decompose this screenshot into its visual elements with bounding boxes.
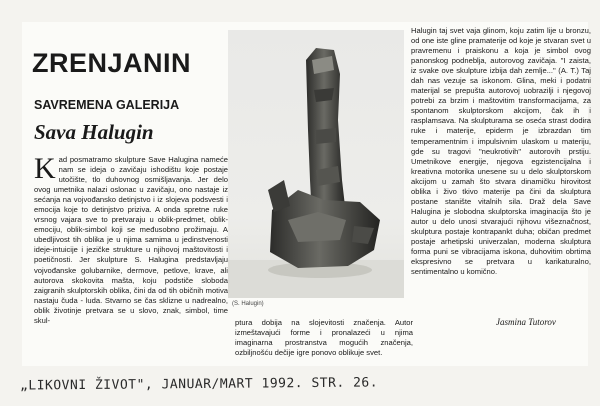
handwritten-source-note: „LIKOVNI ŽIVOT", JANUAR/MART 1992. STR. 26. [19,375,379,394]
article-column-2: ptura dobija na slojevitosti značenja. Autor izmeštavajući forme i pronalazeći u njima imaginarna prostranstva mogućih značenja, ozbiljnošću dečije igre ponovo oblikuje svet. [235,318,413,358]
city-heading: ZRENJANIN [32,48,192,78]
artist-name: Sava Halugin [34,120,154,144]
photo-caption: (S. Halugin) [232,301,264,307]
column-1-text: ad posmatramo skulpture Save Halugina nameće nam se ideja o zavičaju ishodištu koje postaje utočište, tlo duhovnog osmišljavanja. Jer delo ovog umetnika nalazi oslonac u zavičaju, ono nastaje iz sećanja na vojvođansko detinjstvo i iz slojeva podsvesti i emocija koje to detinjstvo priziva. A onda spretne ruke vrsnog vajara sve to pretvaraju u oblik-predmet, oblik-emociju, oblik-simbol koji se međusobno prožimaju. A ubedljivost tih oblika je u njima samima u jedinstvenosti ideje-intuicije i jezičke strukture u njihovoj maštovitosti i poetičnosti. Jer skulpture S. Halugina predstavljaju vojvođanske golubarnike, dermove, petlove, krave, ali autorova skokovita mašta, koju podstiče sloboda zaigranih skulptorskih oblika, čini da od tih običnih motiva nastaju čuda - luda. Stvarno se čas sklizne u nadrealno, oblik životinje pretvara se u slovo, znak, simbol, time skul- [34,155,228,325]
drop-cap: K [34,152,56,185]
article-column-3: Halugin taj svet vaja glinom, koju zatim lije u bronzu, od one iste gline pramaterije od koje je stvaran svet u pravremenu i praiskonu a koja je simbol ovog panonskog podneblja, autorovog zavičaja. "I zaista, iz svake ove skulpture izbija dah zemlje..." (A. T.) Taj dah nas vezuje sa iskonom. Glina, meki i podatni materijal se prepušta autorovoj uobrazilji i njegovoj potrebi za brzim i maštovitim transformacijama, za spontanom skulptorskom akcijom, čak ih i rasplamsava. Na skulpturama se oseća strast dodira ruke i materije, epiderm je izbrazdan tim temperamentnim i impulsivnim ulaskom u materiju, gde su tragovi "neukrotivih" autorovih prstiju. Umetnikove energije, njegova egzistencijalna i kreativna motorika unesene su u delo skulptorskom akcijom u zamah što stvara dinamičku hirovitost oblika i živo tkivo materije pa čini da skulptura postane stanište vitalnih sila. Draž dela Save Halugina je slobodna skulptorska imaginacija što je autor u delo unosi stvarajući njihovu višeznačnost, skulptura postaje kontrapankt duha; običan predmet postaje arhetipski univerzalan, moderna skulptura forma puni se vibracijama iskona, duhovitim obrtima ekspresivno se pretvara u karikaturalno, sentimentalno u komično. [411,26,591,277]
author-signature: Jasmina Tutorov [496,317,556,327]
article-column-1 [34,152,228,326]
newspaper-clipping [22,22,591,366]
gallery-heading: SAVREMENA GALERIJA [34,98,180,112]
sculpture-photo [228,30,404,298]
sculpture-image [228,30,404,298]
